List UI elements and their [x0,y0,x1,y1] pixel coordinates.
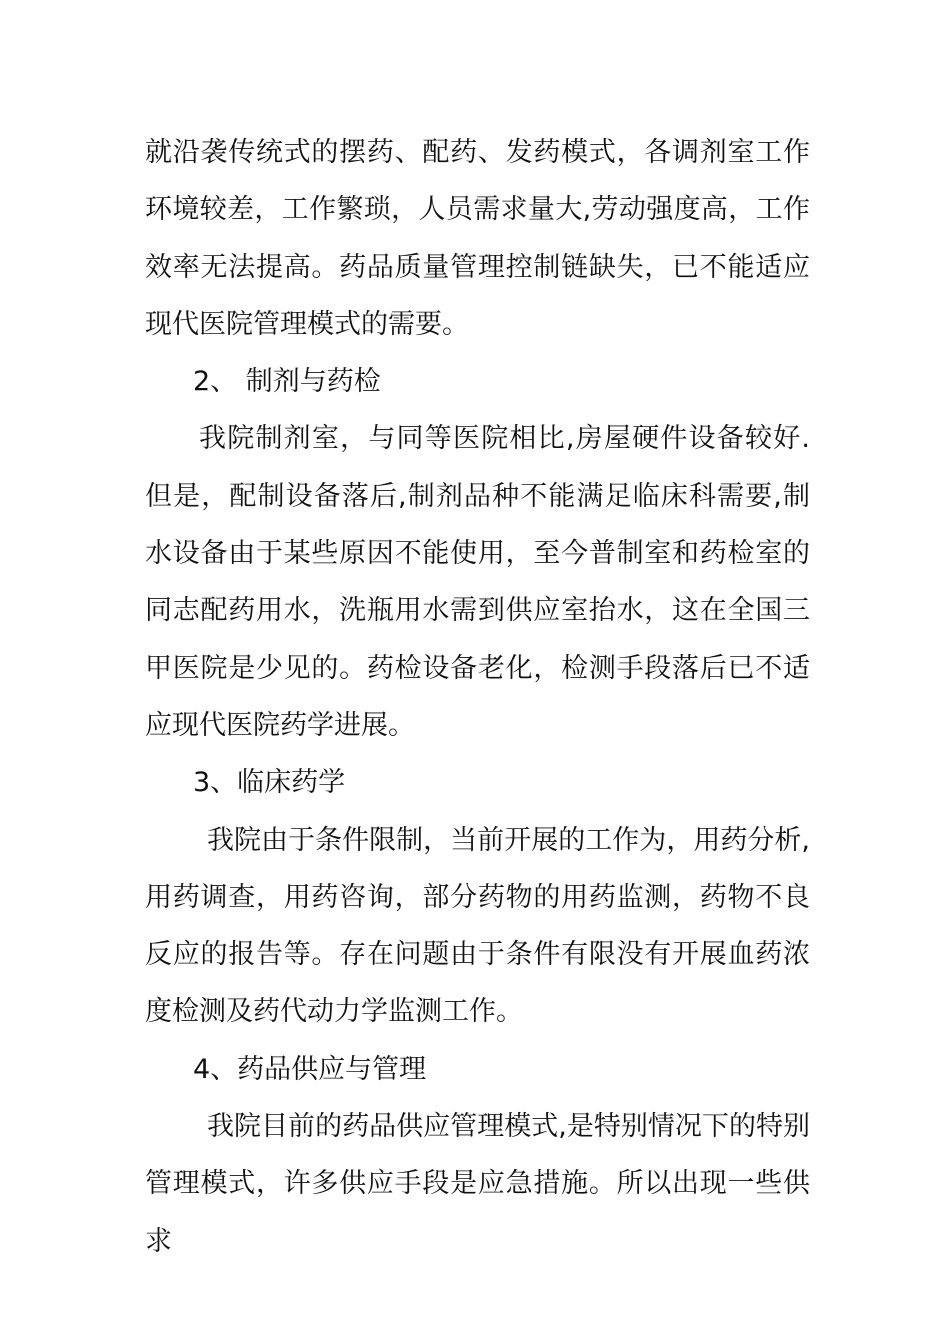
section-heading-drug-supply: 4、药品供应与管理 [193,1053,427,1085]
paragraph-drug-supply: 我院目前的药品供应管理模式,是特别情况下的特别管理模式，许多供应手段是应急措施。所以出现一些供求 [145,1111,810,1257]
paragraph-dispensing-continued: 就沿袭传统式的摆药、配药、发药模式，各调剂室工作环境较差，工作繁琐，人员需求量大,劳动强度高，工作效率无法提高。药品质量管理控制链缺失，已不能适应现代医院管理模式的需要。 [145,137,810,340]
paragraph-preparation-room: 我院制剂室，与同等医院相比,房屋硬件设备较好.但是，配制设备落后,制剂品种不能满足临床科需要,制水设备由于某些原因不能使用，至今普制室和药检室的同志配药用水，洗瓶用水需到供应室抬水，这在全国三甲医院是少见的。药检设备老化，检测手段落后已不适应现代医院药学进展。 [145,423,810,741]
section-heading-preparation-and-testing: 2、 制剂与药检 [193,366,381,398]
section-heading-clinical-pharmacy: 3、临床药学 [193,767,346,799]
paragraph-clinical-pharmacy: 我院由于条件限制，当前开展的工作为，用药分析,用药调查，用药咨询，部分药物的用药监测，药物不良反应的报告等。存在问题由于条件有限没有开展血药浓度检测及药代动力学监测工作。 [145,824,810,1028]
document-body [145,124,810,1270]
